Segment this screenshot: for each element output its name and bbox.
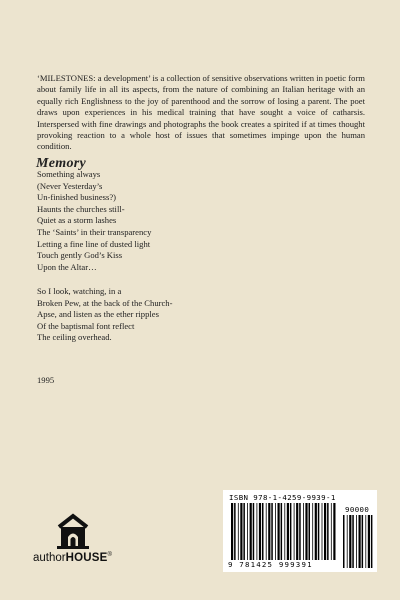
poem-line: Quiet as a storm lashes: [37, 215, 117, 226]
poem-line: So I look, watching, in a: [37, 286, 122, 296]
poem-line: Of the baptismal font reflect: [37, 320, 135, 331]
poem-line: Something always: [37, 169, 101, 179]
poem-line: Broken Pew, at the back of the Church-: [37, 297, 173, 308]
publisher-name: authorHOUSE®: [33, 552, 112, 564]
price-addon-number: 90000: [345, 505, 370, 514]
poem-title: Memory: [36, 156, 87, 171]
poem-year: 1995: [37, 375, 55, 385]
poem-stanza-2: [37, 286, 237, 344]
poem-line: Apse, and listen as the ether ripples: [37, 309, 159, 320]
ean-number: 9 781425 999391: [228, 560, 313, 569]
poem-line: Haunts the churches still-: [37, 203, 125, 214]
isbn-number: ISBN 978-1-4259-9939-1: [229, 493, 336, 502]
isbn-barcode: [223, 490, 377, 572]
poem-line: Upon the Altar…: [37, 261, 97, 272]
poem-line: The ‘Saints’ in their transparency: [37, 226, 152, 237]
poem-line: Touch gently God’s Kiss: [37, 250, 123, 261]
poem-line: Letting a fine line of dusted light: [37, 238, 151, 249]
poem-line: (Never Yesterday’s: [37, 180, 103, 191]
publisher-logo: [33, 512, 133, 572]
authorhouse-logo-icon: [53, 512, 93, 550]
poem-line: The ceiling overhead.: [37, 332, 112, 343]
poem-stanza-1: [37, 169, 237, 273]
back-cover-blurb: ‘MILESTONES: a development’ is a collection of sensitive observations written in poetic form about family life in all its aspects, from the nature of combining an Italian heritage with an equally rich Englishness to the joy of parenthood and the sorrow of losing a parent. The poet draws upon experiences in his medical training that have sought a voice of catharsis. Interspersed with fine drawings and photographs the book creates a spirited if at times thought provoking reaction to a whole host of issues that sometimes impinge upon the human condition.: [37, 73, 365, 152]
poem-line: Un-finished business?): [37, 192, 117, 203]
